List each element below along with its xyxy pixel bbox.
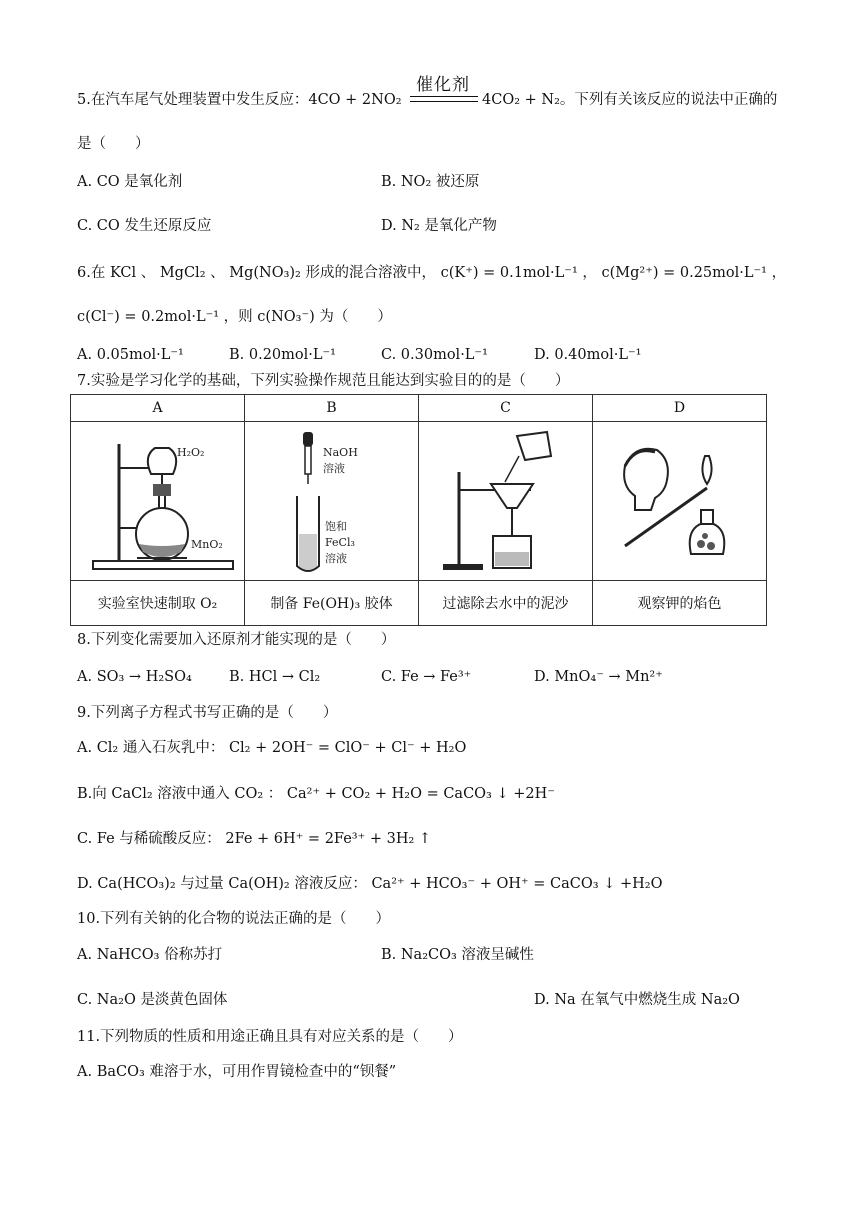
q7-header-c: C xyxy=(419,395,593,422)
b-fecl3-label3: 溶液 xyxy=(324,552,347,565)
q5-catalyst: 催化剂 xyxy=(416,75,470,95)
q9-option-b[interactable]: B.向 CaCl₂ 溶液中通入 CO₂ ： Ca²⁺ + CO₂ + H₂O = CaCO₃ ↓ +2H⁻ xyxy=(77,786,555,802)
flame-test-image xyxy=(595,426,765,576)
q9-option-c[interactable]: C. Fe 与稀硫酸反应： 2Fe + 6H⁺ = 2Fe³⁺ + 3H₂ ↑ xyxy=(77,831,432,847)
q5-eq-right: 4CO₂ + N₂ xyxy=(482,92,560,108)
q7-caption-d: 观察钾的焰色 xyxy=(593,581,767,626)
b-fecl3-label1: 饱和 xyxy=(324,520,347,533)
q5-line2: 是（ ） xyxy=(77,136,150,152)
filtration-image xyxy=(421,426,591,576)
q6-option-d[interactable]: D. 0.40mol·L⁻¹ xyxy=(534,347,642,363)
a-mno2-label: MnO₂ xyxy=(190,538,223,551)
q11-stem: 11.下列物质的性质和用途正确且具有对应关系的是（ ） xyxy=(77,1029,463,1045)
q6-line2: c(Cl⁻) = 0.2mol·L⁻¹ ，则 c(NO₃⁻) 为（ ） xyxy=(77,309,392,325)
q5-eq-left: 4CO + 2NO₂ xyxy=(308,92,402,108)
q8-option-b[interactable]: B. HCl → Cl₂ xyxy=(229,669,321,685)
q6-option-c[interactable]: C. 0.30mol·L⁻¹ xyxy=(381,347,488,363)
q5-stem: 5.在汽车尾气处理装置中发生反应： xyxy=(77,92,309,108)
q5-option-a[interactable]: A. CO 是氧化剂 xyxy=(77,174,183,190)
q7-figure-b xyxy=(245,422,419,581)
q8-stem: 8.下列变化需要加入还原剂才能实现的是（ ） xyxy=(77,632,396,648)
q8-option-d[interactable]: D. MnO₄⁻ → Mn²⁺ xyxy=(534,669,663,685)
q7-table xyxy=(70,394,767,626)
q7-caption-b: 制备 Fe(OH)₃ 胶体 xyxy=(245,581,419,626)
q6-option-a[interactable]: A. 0.05mol·L⁻¹ xyxy=(77,347,184,363)
q10-option-a[interactable]: A. NaHCO₃ 俗称苏打 xyxy=(77,947,223,963)
q8-option-c[interactable]: C. Fe → Fe³⁺ xyxy=(381,669,472,685)
q5-option-b[interactable]: B. NO₂ 被还原 xyxy=(381,174,480,190)
oxygen-apparatus-image xyxy=(73,426,243,576)
q10-option-d[interactable]: D. Na 在氧气中燃烧生成 Na₂O xyxy=(534,992,740,1008)
q10-option-c[interactable]: C. Na₂O 是淡黄色固体 xyxy=(77,992,228,1008)
q7-stem: 7.实验是学习化学的基础，下列实验操作规范且能达到实验目的的是（ ） xyxy=(77,373,570,389)
q9-stem: 9.下列离子方程式书写正确的是（ ） xyxy=(77,705,338,721)
b-naoh-label2: 溶液 xyxy=(322,462,345,475)
q7-header-b: B xyxy=(245,395,419,422)
q7-figure-d xyxy=(593,422,767,581)
q7-header-d: D xyxy=(593,395,767,422)
q7-caption-a: 实验室快速制取 O₂ xyxy=(71,581,245,626)
q7-header-a: A xyxy=(71,395,245,422)
q5-tail: 。下列有关该反应的说法中正确的 xyxy=(559,92,778,108)
q8-option-a[interactable]: A. SO₃ → H₂SO₄ xyxy=(77,669,192,685)
q9-option-a[interactable]: A. Cl₂ 通入石灰乳中： Cl₂ + 2OH⁻ = ClO⁻ + Cl⁻ + H₂O xyxy=(77,740,467,756)
q5-option-c[interactable]: C. CO 发生还原反应 xyxy=(77,218,212,234)
q6-line1: 6.在 KCl 、 MgCl₂ 、 Mg(NO₃)₂ 形成的混合溶液中， c(K⁺) = 0.1mol·L⁻¹ ， c(Mg²⁺) = 0.25mol·L⁻¹ ， xyxy=(77,265,787,281)
q5-equal-sign xyxy=(410,96,478,102)
q5-line1 xyxy=(77,89,402,111)
b-fecl3-label2: FeCl₃ xyxy=(324,536,355,549)
q5-option-d[interactable]: D. N₂ 是氧化产物 xyxy=(381,218,497,234)
q9-option-d[interactable]: D. Ca(HCO₃)₂ 与过量 Ca(OH)₂ 溶液反应： Ca²⁺ + HCO₃⁻ + OH⁺ = CaCO₃ ↓ +H₂O xyxy=(77,876,663,892)
q7-figure-c xyxy=(419,422,593,581)
colloid-prep-image xyxy=(247,426,417,576)
q7-figure-a xyxy=(71,422,245,581)
q7-caption-c: 过滤除去水中的泥沙 xyxy=(419,581,593,626)
q5-line1-right xyxy=(482,89,777,111)
q6-option-b[interactable]: B. 0.20mol·L⁻¹ xyxy=(229,347,336,363)
q11-option-a[interactable]: A. BaCO₃ 难溶于水，可用作胃镜检查中的“钡餐” xyxy=(77,1064,397,1080)
q10-option-b[interactable]: B. Na₂CO₃ 溶液呈碱性 xyxy=(381,947,534,963)
b-naoh-label: NaOH xyxy=(322,446,358,459)
a-h2o2-label: H₂O₂ xyxy=(176,446,204,459)
q10-stem: 10.下列有关钠的化合物的说法正确的是（ ） xyxy=(77,911,391,927)
